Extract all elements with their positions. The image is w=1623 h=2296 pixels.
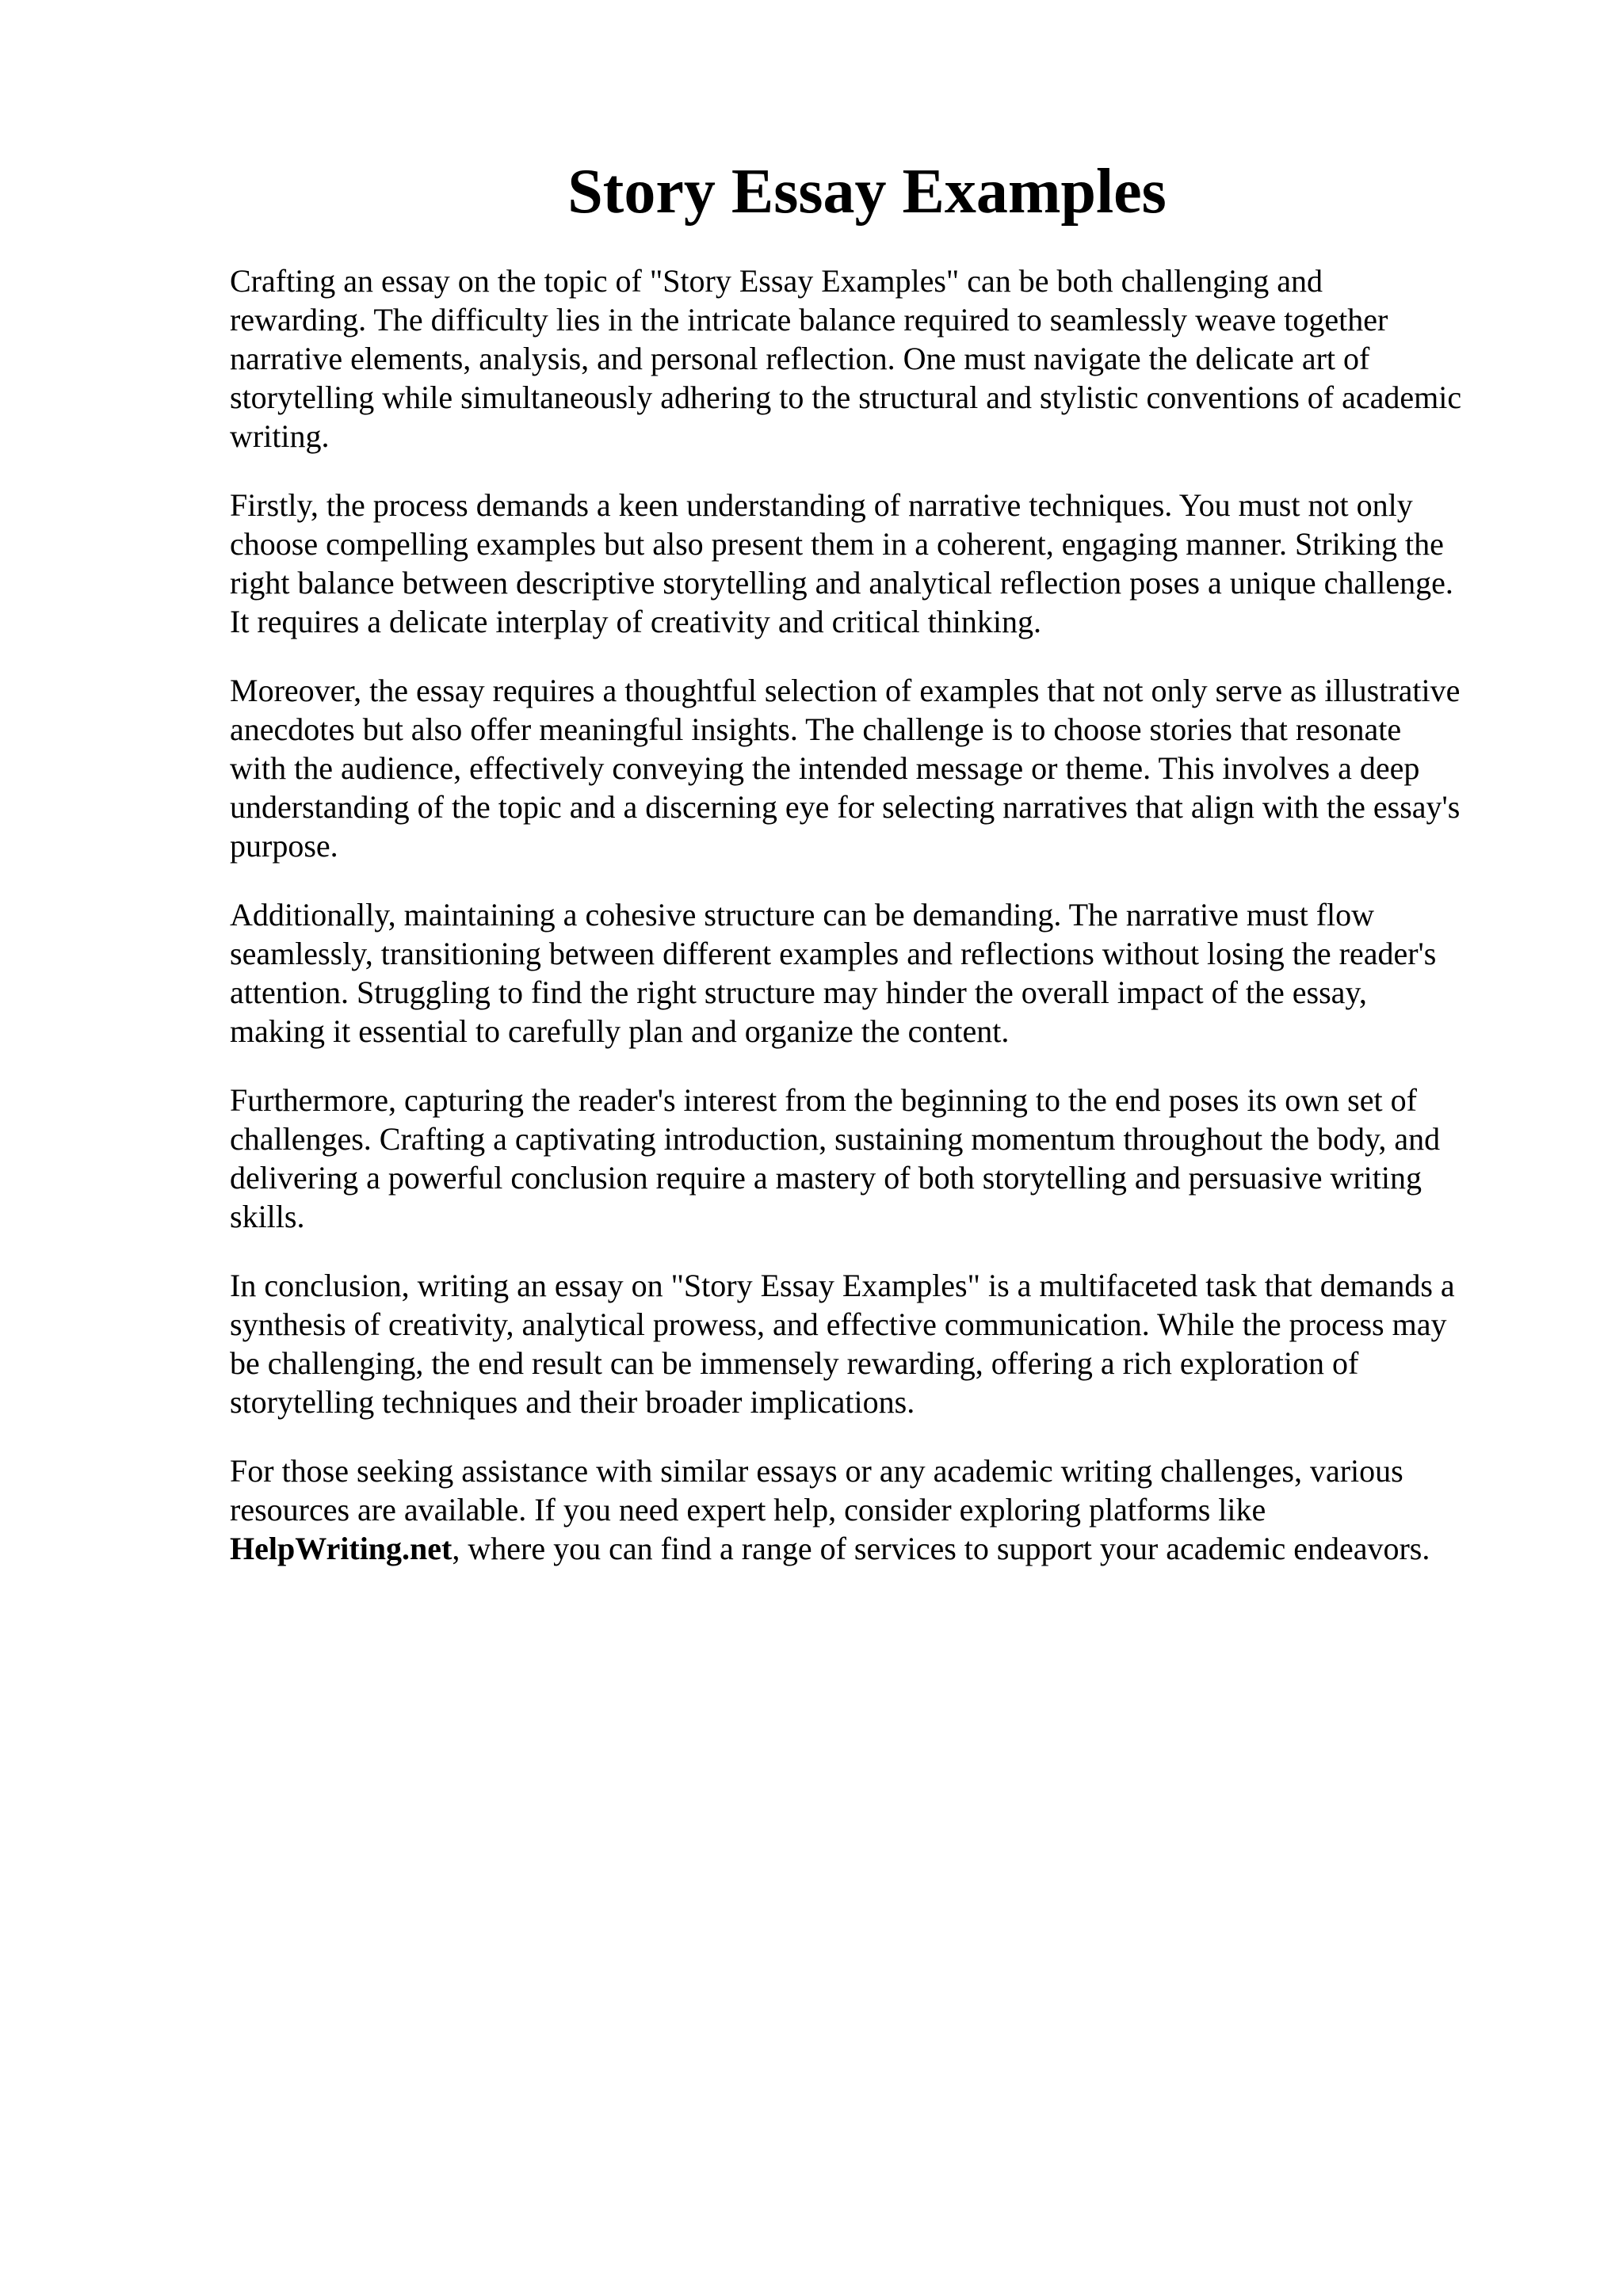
paragraph-firstly [230,486,1514,641]
text-line: right balance between descriptive storytelling and analytical reflection poses a unique challenge. [230,565,1453,601]
paragraph-intro [230,261,1514,456]
text-line: Moreover, the essay requires a thoughtful selection of examples that not only serve as illustrative [230,673,1461,708]
text-line: Furthermore, capturing the reader's interest from the beginning to the end poses its own set of [230,1082,1417,1118]
text-line [230,1529,1514,1568]
text-line: delivering a powerful conclusion require a mastery of both storytelling and persuasive writing [230,1160,1423,1196]
text-line: purpose. [230,828,338,864]
text-line: anecdotes but also offer meaningful insights. The challenge is to choose stories that resonate [230,711,1402,747]
text-line: Firstly, the process demands a keen understanding of narrative techniques. You must not only [230,487,1413,523]
text-line: storytelling while simultaneously adhering to the structural and stylistic conventions of academic [230,379,1462,415]
text-line: understanding of the topic and a discerning eye for selecting narratives that align with the essay's [230,789,1461,825]
text-line: writing. [230,418,330,454]
text-line: challenges. Crafting a captivating introduction, sustaining momentum throughout the body, and [230,1121,1441,1157]
text-line: skills. [230,1199,305,1234]
closing-line-rest: , where you can find a range of services to support your academic endeavors. [452,1531,1430,1566]
text-line: It requires a delicate interplay of creativity and critical thinking. [230,604,1042,639]
text-line: synthesis of creativity, analytical prowess, and effective communication. While the process may [230,1306,1447,1342]
text-line: attention. Struggling to find the right structure may hinder the overall impact of the essay, [230,974,1367,1010]
text-line: For those seeking assistance with similar essays or any academic writing challenges, various [230,1453,1403,1489]
paragraph-furthermore [230,1081,1514,1236]
text-line: seamlessly, transitioning between different examples and reflections without losing the reader's [230,936,1437,971]
text-line: making it essential to carefully plan and organize the content. [230,1013,1010,1049]
text-line: Additionally, maintaining a cohesive structure can be demanding. The narrative must flow [230,897,1375,933]
essay-body [230,261,1514,1598]
text-line: Crafting an essay on the topic of "Story Essay Examples" can be both challenging and [230,263,1323,299]
paragraph-additionally [230,895,1514,1051]
page-title: Story Essay Examples [567,157,1167,227]
text-line: choose compelling examples but also present them in a coherent, engaging manner. Striking the [230,526,1444,562]
text-line: with the audience, effectively conveying the intended message or theme. This involves a deep [230,750,1420,786]
text-line: narrative elements, analysis, and personal reflection. One must navigate the delicate art of [230,341,1370,376]
text-line: storytelling techniques and their broader implications. [230,1384,915,1420]
helpwriting-link[interactable]: HelpWriting.net [230,1531,453,1566]
text-line: be challenging, the end result can be immensely rewarding, offering a rich exploration of [230,1345,1359,1381]
text-line: resources are available. If you need expert help, consider exploring platforms like [230,1492,1266,1527]
paragraph-moreover [230,671,1514,865]
text-line: In conclusion, writing an essay on "Story Essay Examples" is a multifaceted task that demands a [230,1268,1455,1303]
text-line: rewarding. The difficulty lies in the intricate balance required to seamlessly weave together [230,302,1388,338]
paragraph-conclusion [230,1266,1514,1421]
paragraph-closing [230,1451,1514,1568]
